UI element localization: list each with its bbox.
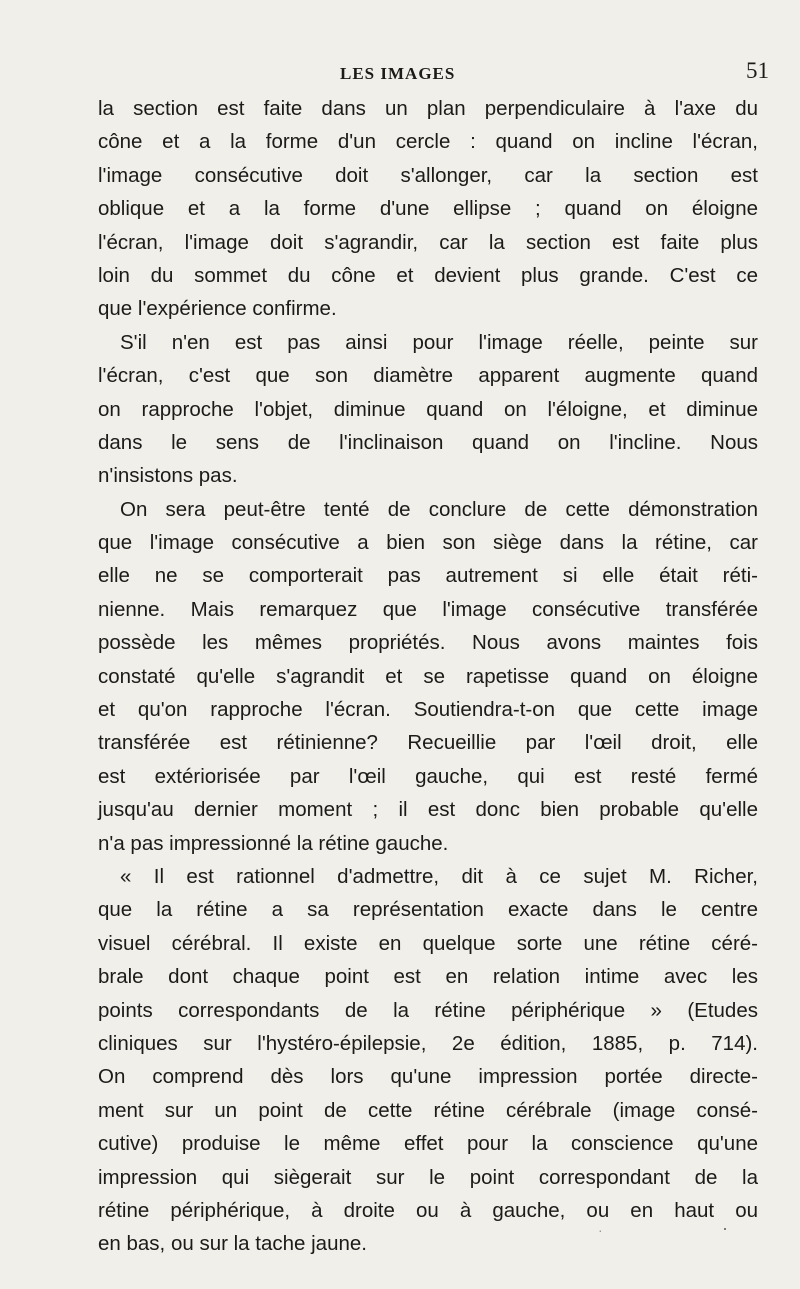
text-line: S'il n'en est pas ainsi pour l'image réelle, peinte sur	[120, 330, 758, 354]
text-line: l'écran, l'image doit s'agrandir, car la section est faite plus	[98, 230, 758, 254]
text-line: est extériorisée par l'œil gauche, qui est resté fermé	[98, 764, 758, 788]
text-line: « Il est rationnel d'admettre, dit à ce sujet M. Richer,	[120, 864, 758, 888]
body-text	[98, 92, 758, 1261]
text-line: points correspondants de la rétine périphérique » (Etudes	[98, 998, 758, 1022]
text-line: impression qui siègerait sur le point correspondant de la	[98, 1165, 758, 1189]
text-line: jusqu'au dernier moment ; il est donc bien probable qu'elle	[98, 798, 758, 822]
stray-print-mark-corner: ·	[722, 1218, 728, 1238]
text-line: loin du sommet du cône et devient plus grande. C'est ce	[98, 263, 758, 287]
text-line: dans le sens de l'inclinaison quand on l'incline. Nous	[98, 430, 758, 454]
stray-print-mark: ·	[598, 1222, 603, 1238]
text-line: constaté qu'elle s'agrandit et se rapetisse quand on éloigne	[98, 664, 758, 688]
text-line: brale dont chaque point est en relation intime avec les	[98, 965, 758, 989]
text-line: rétine périphérique, à droite ou à gauche, ou en haut ou	[98, 1198, 758, 1222]
text-line: possède les mêmes propriétés. Nous avons maintes fois	[98, 631, 758, 655]
text-line: en bas, ou sur la tache jaune.	[98, 1232, 367, 1256]
text-line: que l'expérience confirme.	[98, 297, 337, 321]
text-line: que l'image consécutive a bien son siège dans la rétine, car	[98, 531, 758, 555]
text-line: transférée est rétinienne? Recueillie par l'œil droit, elle	[98, 731, 758, 755]
text-line: On comprend dès lors qu'une impression portée directe-	[98, 1065, 758, 1089]
text-line: cutive) produise le même effet pour la conscience qu'une	[98, 1132, 758, 1156]
text-line: que la rétine a sa représentation exacte dans le centre	[98, 898, 758, 922]
text-line: ment sur un point de cette rétine cérébrale (image consé-	[98, 1098, 758, 1122]
text-line: cône et a la forme d'un cercle : quand on incline l'écran,	[98, 130, 758, 154]
running-title: LES IMAGES	[340, 64, 456, 83]
text-line: n'a pas impressionné la rétine gauche.	[98, 831, 449, 855]
text-line: on rapproche l'objet, diminue quand on l'éloigne, et diminue	[98, 397, 758, 421]
text-line: On sera peut-être tenté de conclure de cette démonstration	[120, 497, 758, 521]
text-line: oblique et a la forme d'une ellipse ; quand on éloigne	[98, 197, 758, 221]
text-line: nienne. Mais remarquez que l'image consécutive transférée	[98, 597, 758, 621]
text-line: visuel cérébral. Il existe en quelque sorte une rétine céré-	[98, 931, 758, 955]
page-number: 51	[746, 58, 769, 83]
text-line: elle ne se comporterait pas autrement si elle était réti-	[98, 564, 758, 588]
text-line: l'image consécutive doit s'allonger, car la section est	[98, 163, 758, 187]
text-line: n'insistons pas.	[98, 464, 238, 488]
text-line: la section est faite dans un plan perpendiculaire à l'axe du	[98, 97, 758, 120]
text-line: cliniques sur l'hystéro-épilepsie, 2e édition, 1885, p. 714).	[98, 1031, 758, 1055]
text-line: l'écran, c'est que son diamètre apparent augmente quand	[98, 364, 758, 388]
text-line: et qu'on rapproche l'écran. Soutiendra-t-on que cette image	[98, 698, 758, 722]
